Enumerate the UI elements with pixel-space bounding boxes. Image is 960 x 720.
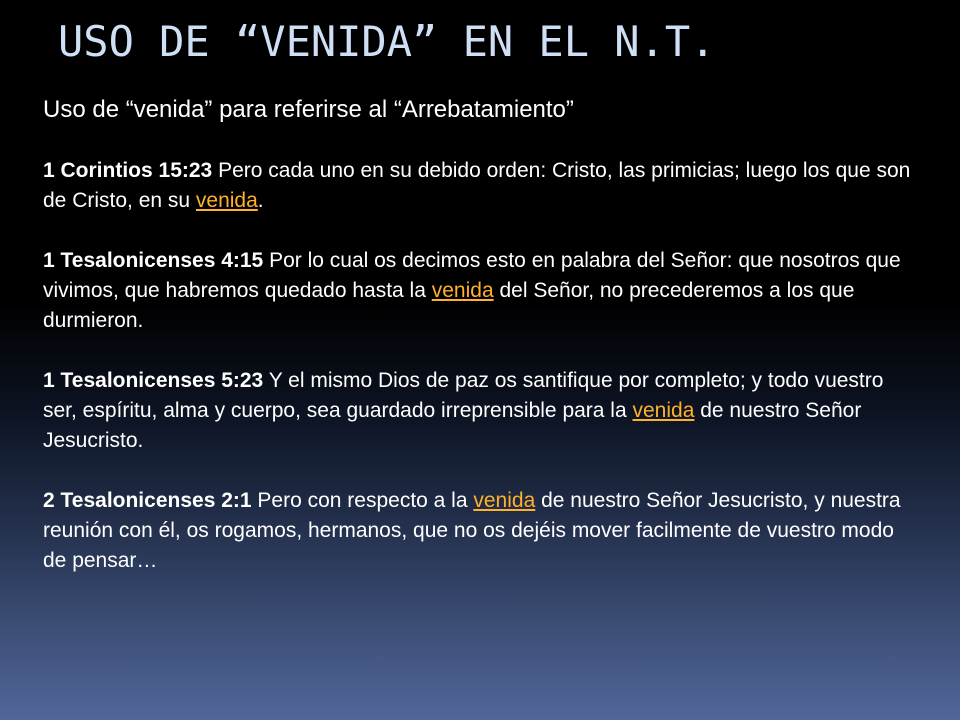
verse-text: Pero con respecto a la [251,489,474,512]
verse-text: Y el mismo Dios de paz os santifique por completo; y todo vuestro ser, espíritu, alma y cuerpo, sea guardado irreprensible para la [43,369,884,422]
slide-subtitle: Uso de “venida” para referirse al “Arrebatamiento” [43,96,574,123]
venida-link[interactable]: venida [431,279,494,302]
venida-link[interactable]: venida [195,189,258,212]
slide-title: USO DE “VENIDA” EN EL N.T. [58,17,716,66]
verse-reference: 1 Corintios 15:23 [43,159,213,182]
verse-text: del Señor, no precederemos a los que durmieron. [43,279,855,332]
verse-reference: 2 Tesalonicenses 2:1 [43,489,252,512]
verse-text: Pero cada uno en su debido orden: Cristo, las primicias; luego los que son de Cristo, en su [43,159,911,212]
venida-link[interactable]: venida [473,489,536,512]
verse-text: de nuestro Señor Jesucristo. [43,399,862,452]
verse-1-tesalonicenses-4-15 [43,246,923,336]
verse-2-tesalonicenses-2-1 [43,486,923,576]
verse-1-tesalonicenses-5-23 [43,366,923,456]
venida-link[interactable]: venida [632,399,695,422]
verse-text: de nuestro Señor Jesucristo, y nuestra reunión con él, os rogamos, hermanos, que no os dejéis mover facilmente de vuestro modo de pensar… [43,489,901,572]
verse-text: Por lo cual os decimos esto en palabra del Señor: que nosotros que vivimos, que habremos quedado hasta la [43,249,901,302]
verse-text: . [257,189,264,212]
verse-reference: 1 Tesalonicenses 5:23 [43,369,264,392]
slide-content [43,92,923,606]
verse-1-corintios-15-23 [43,156,923,216]
verse-reference: 1 Tesalonicenses 4:15 [43,249,264,272]
